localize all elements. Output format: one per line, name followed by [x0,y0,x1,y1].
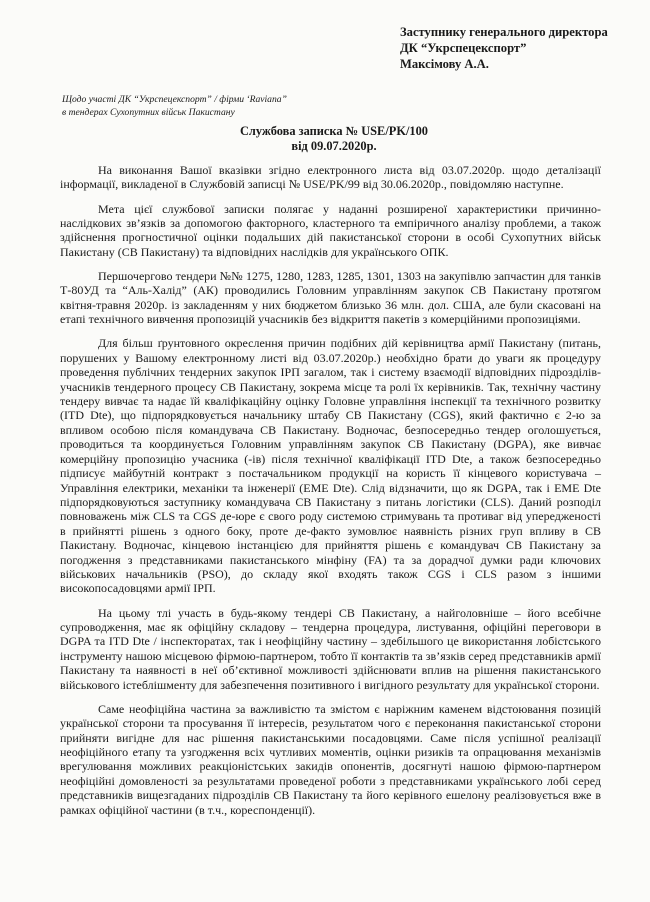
paragraph-informal-part: Саме неофіційна частина за важливістю та змістом є наріжним каменем відстоювання позицій української сторони та просування її інтересів, результатом чого є переконання пакистанської сторони прийняти вигідне для нас рішення пакистанськими посадовцями. Саме після успішної реалізації неофіційного етапу та узгодження всіх чутливих моментів, оцінки ризиків та опрацювання механізмів врегулювання можливих реакціоністських закидів опонентів, досягнуті нашою фірмою-партнером неофіційні домовленості за результатами проведеної роботи з представниками українського лобі серед представників вищезгаданих підрозділів СВ Пакистану та його керівного ешелону реалізовується вже в рамках офіційної частини (в т.ч., кореспонденції). [60,701,601,817]
addressee-organization: ДК “Укрспецекспорт” [400,41,527,55]
memo-body [60,163,601,817]
subject-block [62,93,392,119]
paragraph-tenders: Першочергово тендери №№ 1275, 1280, 1283, 1285, 1301, 1303 на закупівлю запчастин для танків Т-80УД та “Аль-Халід” (АК) проводились Головним управлінням закупок СВ Пакистану протягом квітня-травня 2020р. із закладенням у них бюджетом близько 36 млн. дол. США, але були скасовані на етапі технічного вивчення пропозицій учасників без відкриття пакетів з комерційними пропозиціями. [60,269,601,327]
addressee-block [400,24,645,72]
paragraph-purpose: Мета цієї службової записки полягає у наданні розширеної характеристики причинно-наслідкових зв’язків за допомогою факторного, кластерного та емпіричного аналізу проблеми, а також здійснення прогностичної оцінки подальших дій пакистанської сторони в особі Сухопутних військ Пакистану (СВ Пакистану) та відповідних наслідків для українського ОПК. [60,201,601,259]
subject-line-2: в тендерах Сухопутних військ Пакистану [62,107,235,118]
paragraph-structure: Для більш ґрунтовного окреслення причин подібних дій керівництва армії Пакистану (питань, порушених у Вашому електронному листі від 03.07.2020р.) необхідно брати до уваги як процедуру проведення публічних тендерних закупок ІРП загалом, так і систему взаємодії відповідних підрозділів-учасників тендерного процесу СВ Пакистану, зокрема місце та ролі їх керівників. Так, технічну частину тендеру вивчає та надає їй кваліфікаційну оцінку Головне управління інспекції та технічного розвитку (ITD Dte), що підпорядковується начальнику штабу СВ Пакистану (CGS), який фактично є 2-ю за впливом особою після командувача СВ Пакистану. Водночас, безпосередньо тендер оголошується, проводиться та координується Головним управлінням закупок СВ Пакистану (DGPA), яке вивчає комерційну пропозицію учасника (-ів) після технічної кваліфікації ITD Dte, а також безпосередньо підписує майбутній контракт з постачальником продукції на користь її кінцевого користувача –Управління електрики, механіки та інженерії (EME Dte). Слід відзначити, що як DGPA, так і EME Dte підпорядковуються заступнику командувача СВ Пакистану з питань логістики (CLS). Даний розподіл повноважень між CLS та CGS де-юре є свого роду системою стримувань та противаг від упередженості в прийнятті рішень з одного боку, проте де-факто зумовлює наявність різних груп впливу в СВ Пакистану. Водночас, кінцевою інстанцією для прийняття рішень є командувач СВ Пакистану за погодження з представниками пакистанського мінфіну (FA) та за дорадчої думки ради ключових військових начальників (PSO), до складу якої входять також CGS і CLS разом з іншими високопосадовцями армії ІРП. [60,336,601,596]
memo-date: від 09.07.2020р. [291,139,377,153]
addressee-position: Заступнику генерального директора [400,25,608,39]
addressee-name: Максімову А.А. [400,57,489,71]
memo-number: Службова записка № USE/PK/100 [239,124,429,138]
paragraph-participation: На цьому тлі участь в будь-якому тендері СВ Пакистану, а найголовніше – його всебічне супроводження, має як офіційну складову – тендерна процедура, листування, офіційні переговори в DGPA та ITD Dte / інспекторатах, так і неофіційну частину – здебільшого це використання лобістського інструменту нашою місцевою фірмою-партнером, тобто її контактів та зв’язків серед представників армії Пакистану та наявності в неї об’єктивної можливості здійснювати вплив на рішення пакистанського військового істеблішменту для забезпечення позитивного і вигідного результату для української сторони. [60,605,601,692]
memo-title [0,124,650,154]
paragraph-intro: На виконання Вашої вказівки згідно електронного листа від 03.07.2020р. щодо деталізації інформації, викладеної в Службовій записці № USE/PK/99 від 30.06.2020р., повідомляю наступне. [60,163,601,192]
subject-line-1: Щодо участі ДК “Укрспецекспорт” / фірми ‘Raviana” [62,94,287,105]
